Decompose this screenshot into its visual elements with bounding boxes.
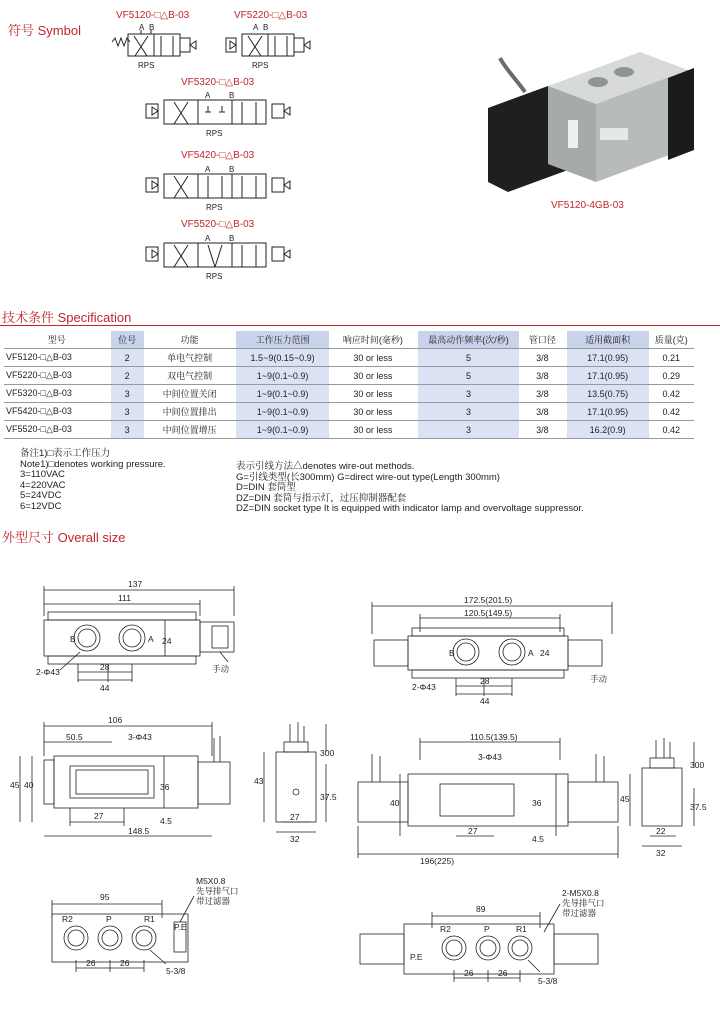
dim-ml-148: 148.5	[128, 826, 150, 836]
symbol4-rps: RPS	[206, 203, 223, 212]
dim-tl-port-b: B	[70, 634, 76, 644]
photo-caption: VF5120-4GB-03	[551, 200, 624, 211]
dim-tr-172: 172.5(201.5)	[464, 595, 513, 605]
spec-cell: 3	[110, 403, 144, 421]
spec-cell: 0.21	[649, 349, 694, 367]
dim-ms2-45: 45	[620, 794, 630, 804]
spec-cell: 5	[418, 349, 519, 367]
dim-bl-r1: R1	[144, 914, 155, 924]
dim-tl-hand: 手动	[212, 664, 230, 674]
notes-left	[20, 449, 166, 512]
dim-ms2-22: 22	[656, 826, 666, 836]
notes-right	[236, 462, 584, 515]
dim-ml-45: 45	[10, 780, 20, 790]
dim-ms-37: 37.5	[320, 792, 337, 802]
spec-header-mass: 质量(克)	[649, 331, 694, 349]
dim-ms-300: 300	[320, 748, 335, 758]
symbol1-rps: RPS	[138, 61, 155, 70]
spec-cell: 0.42	[649, 403, 694, 421]
note-line: 3=110VAC	[20, 469, 65, 480]
dim-ms2-32: 32	[656, 848, 666, 858]
spec-cell: 0.29	[649, 367, 694, 385]
symbol2-port-a: A	[253, 23, 259, 32]
spec-cell: 3/8	[519, 367, 566, 385]
symbol-model-label-4: VF5420-□△B-03	[181, 150, 255, 161]
dim-bl-filter: 带过滤器	[196, 896, 231, 906]
spec-divider	[0, 325, 720, 326]
spec-cell: 3/8	[519, 403, 566, 421]
spec-cell: 单电气控制	[144, 349, 236, 367]
spec-cell: 30 or less	[329, 385, 418, 403]
note-line: DZ=DIN socket type It is equipped with indicator lamp and overvoltage suppressor.	[236, 503, 584, 514]
symbol-vf5520	[146, 243, 290, 267]
spec-cell: 16.2(0.9)	[566, 421, 648, 439]
pneumatic-symbols-diagram	[0, 0, 720, 300]
spec-cell: 1~9(0.1~0.9)	[236, 385, 329, 403]
dim-ml-45b: 4.5	[160, 816, 172, 826]
dim-mr-40: 40	[390, 798, 400, 808]
dim-mr-196: 196(225)	[420, 856, 455, 866]
spec-cell: 3/8	[519, 385, 566, 403]
note-line: 5=24VDC	[20, 490, 62, 501]
symbol3-port-b: B	[229, 91, 235, 100]
spec-cell: 3	[110, 421, 144, 439]
dim-bl-pe: P.E	[174, 922, 187, 932]
dim-mr-3phi43: 3-Φ43	[478, 752, 502, 762]
dim-br-26a: 26	[464, 968, 474, 978]
note-line: DZ=DIN 套筒与指示灯，过压抑制器配套	[236, 492, 407, 504]
dim-bl-95: 95	[100, 892, 110, 902]
dim-ml-40: 40	[24, 780, 34, 790]
dim-tl-111: 111	[118, 593, 131, 603]
dim-br-89: 89	[476, 904, 486, 914]
dim-br-r1: R1	[516, 924, 527, 934]
note-line: D=DIN 套筒型	[236, 482, 296, 493]
spec-table	[4, 331, 694, 439]
spec-row	[4, 403, 694, 421]
dim-ms-27: 27	[290, 812, 300, 822]
dim-ml-106: 106	[108, 715, 123, 725]
spec-header-response: 响应时间(毫秒)	[329, 331, 418, 349]
note-line: 4=220VAC	[20, 479, 66, 491]
spec-cell: 17.1(0.95)	[566, 367, 648, 385]
symbol-model-label-3: VF5320-□△B-03	[181, 77, 255, 88]
dim-tr-hand: 手动	[590, 674, 608, 684]
dim-br-538: 5-3/8	[538, 976, 558, 986]
spec-cell: 3/8	[519, 421, 566, 439]
dim-mr-45: 4.5	[532, 834, 544, 844]
dim-mr-36: 36	[532, 798, 542, 808]
dim-ms-43: 43	[254, 776, 264, 786]
dim-br-26b: 26	[498, 968, 508, 978]
dim-bl-538: 5-3/8	[166, 966, 186, 976]
dim-ms2-300: 300	[690, 760, 705, 770]
symbol-vf5320	[146, 100, 290, 124]
dim-br-r2: R2	[440, 924, 451, 934]
dim-ml-27: 27	[94, 811, 104, 821]
dim-tr-2phi43: 2-Φ43	[412, 682, 436, 692]
spec-header-port-size: 管口径	[519, 331, 566, 349]
symbol2-port-b: B	[263, 23, 269, 32]
spec-row	[4, 385, 694, 403]
spec-header-row	[4, 331, 694, 349]
spec-cell: 1~9(0.1~0.9)	[236, 403, 329, 421]
symbol-vf5120	[112, 30, 196, 56]
symbol-vf5420	[146, 174, 290, 198]
dim-ml-50: 50.5	[66, 732, 83, 742]
symbol5-port-b: B	[229, 234, 235, 243]
dim-br-pilot: 先导排气口	[562, 898, 605, 908]
dim-mr-110: 110.5(139.5)	[470, 732, 518, 742]
symbol3-port-a: A	[205, 91, 211, 100]
spec-cell: VF5220-□△B-03	[4, 367, 110, 385]
spec-row	[4, 367, 694, 385]
spec-cell: 1.5~9(0.15~0.9)	[236, 349, 329, 367]
spec-cell: 3/8	[519, 349, 566, 367]
spec-cell: 3	[418, 403, 519, 421]
spec-header-frequency: 最高动作频率(次/秒)	[418, 331, 519, 349]
dim-tl-24: 24	[162, 636, 172, 646]
symbol-vf5220	[226, 34, 310, 56]
dim-ms-32: 32	[290, 834, 300, 844]
note-line: 表示引线方法△denotes wire-out methods.	[236, 461, 415, 472]
spec-cell: 30 or less	[329, 349, 418, 367]
spec-cell: 3	[418, 385, 519, 403]
dim-br-pe: P.E	[410, 952, 423, 962]
spec-cell: 1~9(0.1~0.9)	[236, 367, 329, 385]
dim-tl-port-a: A	[148, 634, 154, 644]
dim-tr-120: 120.5(149.5)	[464, 608, 513, 618]
spec-cell: 0.42	[649, 421, 694, 439]
dim-tr-port-b: B	[449, 648, 455, 658]
spec-cell: 中间位置关闭	[144, 385, 236, 403]
spec-cell: 0.42	[649, 385, 694, 403]
note-line: 6=12VDC	[20, 500, 62, 512]
dim-ms2-37: 37.5	[690, 802, 707, 812]
dim-bl-26b: 26	[120, 958, 130, 968]
spec-cell: 中间位置排出	[144, 403, 236, 421]
spec-header-position: 位号	[110, 331, 144, 349]
spec-cell: VF5320-□△B-03	[4, 385, 110, 403]
spec-cell: 中间位置增压	[144, 421, 236, 439]
note-line: G=引线类型(长300mm) G=direct wire-out type(Length 300mm)	[236, 471, 500, 483]
valve-product-illustration	[488, 52, 694, 192]
symbol-model-label-1: VF5120-□△B-03	[116, 10, 190, 21]
spec-header-pressure: 工作压力范围	[236, 331, 329, 349]
spec-cell: 2	[110, 349, 144, 367]
spec-cell: 30 or less	[329, 367, 418, 385]
note-line: Note1)□denotes working pressure.	[20, 458, 166, 470]
symbol-model-label-2: VF5220-□△B-03	[234, 10, 308, 21]
symbol1-port-b: B	[149, 23, 155, 32]
spec-cell: VF5120-□△B-03	[4, 349, 110, 367]
spec-cell: 30 or less	[329, 403, 418, 421]
dim-ml-36: 36	[160, 782, 170, 792]
dim-bl-26a: 26	[86, 958, 96, 968]
spec-cell: 30 or less	[329, 421, 418, 439]
size-section-title: 外型尺寸 Overall size	[2, 530, 126, 545]
symbol-section-title: 符号 Symbol	[8, 23, 81, 38]
spec-row	[4, 421, 694, 439]
symbol3-rps: RPS	[206, 129, 223, 138]
spec-header-model: 型号	[4, 331, 110, 349]
spec-cell: 17.1(0.95)	[566, 403, 648, 421]
symbol2-rps: RPS	[252, 61, 269, 70]
dim-tr-44: 44	[480, 696, 490, 706]
symbol4-port-b: B	[229, 165, 235, 174]
spec-cell: VF5420-□△B-03	[4, 403, 110, 421]
spec-cell: 1~9(0.1~0.9)	[236, 421, 329, 439]
dim-mr-27: 27	[468, 826, 478, 836]
symbol5-rps: RPS	[206, 272, 223, 281]
dimension-drawings	[0, 560, 720, 1030]
dim-tl-2phi43: 2-Φ43	[36, 667, 60, 677]
symbol4-port-a: A	[205, 165, 211, 174]
spec-cell: 3	[418, 421, 519, 439]
dim-bl-r2: R2	[62, 914, 73, 924]
dim-bl-m5: M5X0.8	[196, 876, 226, 886]
spec-cell: 13.5(0.75)	[566, 385, 648, 403]
spec-row	[4, 349, 694, 367]
dim-bl-pilot: 先导排气口	[196, 886, 239, 896]
symbol-model-label-5: VF5520-□△B-03	[181, 219, 255, 230]
symbol1-port-a: A	[139, 23, 145, 32]
dim-tl-137: 137	[128, 579, 143, 589]
spec-cell: VF5520-□△B-03	[4, 421, 110, 439]
dim-br-filter: 带过滤器	[562, 908, 597, 918]
dim-tr-port-a: A	[528, 648, 534, 658]
spec-header-function: 功能	[144, 331, 236, 349]
dim-tl-44: 44	[100, 683, 110, 693]
dim-bl-p: P	[106, 914, 112, 924]
spec-cell: 17.1(0.95)	[566, 349, 648, 367]
dim-ml-3phi43: 3-Φ43	[128, 732, 152, 742]
note-line: 备注1)□表示工作压力	[20, 448, 111, 459]
dim-tr-28: 28	[480, 676, 490, 686]
dim-tl-28: 28	[100, 662, 110, 672]
spec-header-area: 适用截面积	[566, 331, 648, 349]
dim-tr-24: 24	[540, 648, 550, 658]
symbol5-port-a: A	[205, 234, 211, 243]
spec-cell: 2	[110, 367, 144, 385]
dim-br-m5: 2-M5X0.8	[562, 888, 599, 898]
dim-br-p: P	[484, 924, 490, 934]
spec-cell: 3	[110, 385, 144, 403]
spec-section-title: 技术条件 Specification	[2, 310, 132, 325]
drawing-mid-left	[20, 722, 230, 836]
spec-cell: 双电气控制	[144, 367, 236, 385]
spec-cell: 5	[418, 367, 519, 385]
